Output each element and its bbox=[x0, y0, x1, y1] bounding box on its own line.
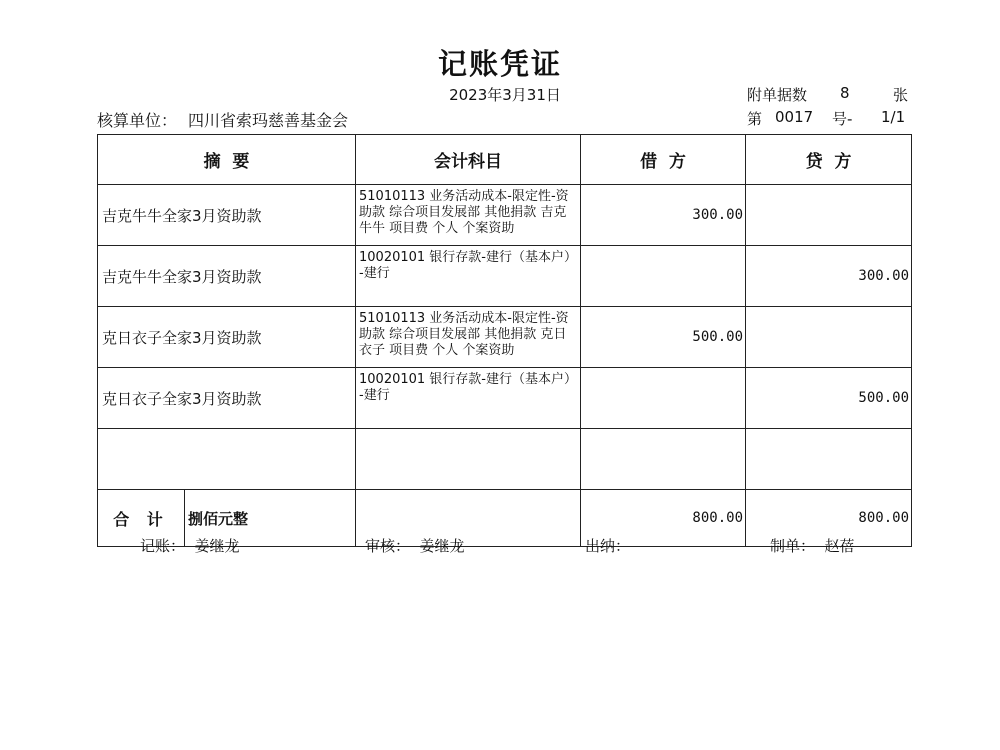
total-debit: 800.00 bbox=[581, 490, 746, 547]
total-amount-in-words: 捌佰元整 bbox=[188, 509, 249, 528]
header-debit: 借 方 bbox=[581, 135, 746, 185]
table-row bbox=[98, 307, 912, 368]
signature-reviewer: 审核： 姜继龙 bbox=[365, 537, 465, 555]
row-account: 10020101 银行存款-建行（基本户）-建行 bbox=[356, 246, 581, 307]
table-header-row bbox=[98, 135, 912, 185]
row-summary: 吉克牛牛全家3月资助款 bbox=[98, 246, 356, 307]
attachments-count: 8 bbox=[840, 84, 850, 102]
voucher-table bbox=[97, 134, 912, 547]
row-debit bbox=[581, 246, 746, 307]
voucher-number: 0017 bbox=[775, 108, 814, 126]
accounting-unit-value: 四川省索玛慈善基金会 bbox=[188, 111, 349, 130]
row-summary: 吉克牛牛全家3月资助款 bbox=[98, 185, 356, 246]
header-account: 会计科目 bbox=[356, 135, 581, 185]
header-credit: 贷 方 bbox=[746, 135, 912, 185]
signature-bookkeeper: 记账： 姜继龙 bbox=[140, 537, 240, 555]
signature-cashier: 出纳： bbox=[585, 537, 631, 555]
row-debit: 500.00 bbox=[581, 307, 746, 368]
row-account: 51010113 业务活动成本-限定性-资助款 综合项目发展部 其他捐款 克日衣子 项目费 个人 个案资助 bbox=[356, 307, 581, 368]
row-credit: 300.00 bbox=[746, 246, 912, 307]
voucher-page: 1/1 bbox=[881, 108, 906, 126]
voucher-number-suffix: 号- bbox=[832, 110, 853, 128]
signature-preparer: 制单： 赵蓓 bbox=[770, 537, 855, 555]
attachments-unit: 张 bbox=[893, 86, 909, 104]
row-account: 10020101 银行存款-建行（基本户）-建行 bbox=[356, 368, 581, 429]
row-summary: 克日衣子全家3月资助款 bbox=[98, 368, 356, 429]
row-debit: 300.00 bbox=[581, 185, 746, 246]
row-debit bbox=[581, 429, 746, 490]
row-credit bbox=[746, 429, 912, 490]
row-summary bbox=[98, 429, 356, 490]
voucher-date: 2023年3月31日 bbox=[449, 86, 561, 104]
header-summary: 摘 要 bbox=[98, 135, 356, 185]
table-row bbox=[98, 429, 912, 490]
table-row bbox=[98, 368, 912, 429]
row-debit bbox=[581, 368, 746, 429]
row-account: 51010113 业务活动成本-限定性-资助款 综合项目发展部 其他捐款 吉克牛牛 项目费 个人 个案资助 bbox=[356, 185, 581, 246]
row-account bbox=[356, 429, 581, 490]
row-summary: 克日衣子全家3月资助款 bbox=[98, 307, 356, 368]
accounting-unit-label: 核算单位： bbox=[97, 111, 178, 130]
total-label: 合 计 bbox=[98, 490, 185, 546]
row-credit bbox=[746, 185, 912, 246]
attachments-label: 附单据数 bbox=[747, 86, 808, 104]
total-credit: 800.00 bbox=[746, 490, 912, 547]
voucher-number-prefix: 第 bbox=[747, 110, 763, 128]
table-row bbox=[98, 246, 912, 307]
voucher-title: 记账凭证 bbox=[437, 47, 562, 81]
row-credit: 500.00 bbox=[746, 368, 912, 429]
row-credit bbox=[746, 307, 912, 368]
table-row bbox=[98, 185, 912, 246]
